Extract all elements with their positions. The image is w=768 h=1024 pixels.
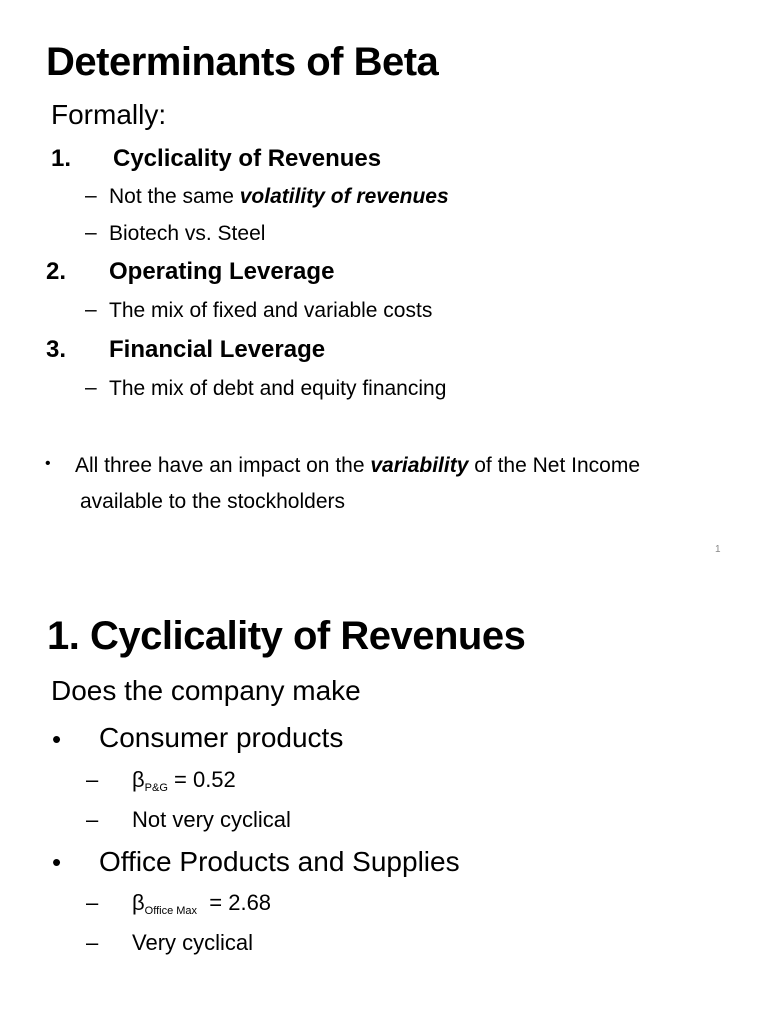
beta-symbol: β — [132, 767, 145, 792]
slide-title: 1. Cyclicality of Revenues — [47, 614, 526, 658]
slide-title: Determinants of Beta — [46, 40, 439, 84]
dash-marker: – — [86, 890, 99, 915]
bullet-marker: • — [52, 847, 62, 877]
beta-subscript: P&G — [144, 782, 168, 794]
dash-marker: – — [85, 376, 97, 399]
bullet-marker: • — [45, 455, 51, 472]
bullet-line-2: available to the stockholders — [80, 490, 345, 513]
group-label: Office Products and Supplies — [99, 846, 460, 877]
bullet-text: of the Net Income — [468, 454, 640, 477]
group-label: Consumer products — [99, 722, 344, 753]
intro-text: Does the company make — [51, 675, 361, 706]
bullet-marker: • — [52, 724, 62, 754]
emphasis-text: volatility of revenues — [239, 185, 449, 208]
page-number: 1 — [715, 544, 721, 555]
beta-value: = 0.52 — [167, 767, 236, 792]
beta-symbol: β — [132, 890, 145, 915]
item-heading: Cyclicality of Revenues — [113, 145, 382, 172]
sub-item-text: The mix of fixed and variable costs — [109, 299, 433, 322]
dash-marker: – — [85, 221, 97, 244]
beta-line — [132, 890, 271, 917]
item-number: 1. — [51, 145, 72, 172]
beta-subscript: Office Max — [144, 905, 198, 917]
sub-item-text: Biotech vs. Steel — [109, 222, 266, 245]
item-heading: Operating Leverage — [109, 258, 335, 285]
intro-text: Formally: — [51, 99, 167, 130]
beta-line — [132, 767, 236, 794]
dash-marker: – — [86, 930, 99, 955]
bullet-text: All three have an impact on the — [75, 454, 371, 477]
beta-value: = 2.68 — [197, 890, 272, 915]
dash-marker: – — [86, 767, 99, 792]
sub-item-text: Not the same — [109, 185, 240, 208]
item-number: 2. — [46, 258, 67, 285]
item-heading: Financial Leverage — [109, 336, 326, 363]
sub-item — [109, 185, 449, 209]
bullet-line-1 — [75, 454, 640, 478]
cyclical-note: Not very cyclical — [132, 807, 291, 832]
dash-marker: – — [85, 298, 97, 321]
item-number: 3. — [46, 336, 67, 363]
emphasis-text: variability — [370, 454, 469, 477]
cyclical-note: Very cyclical — [132, 930, 254, 955]
dash-marker: – — [85, 184, 97, 207]
sub-item-text: The mix of debt and equity financing — [109, 377, 447, 400]
dash-marker: – — [86, 807, 99, 832]
